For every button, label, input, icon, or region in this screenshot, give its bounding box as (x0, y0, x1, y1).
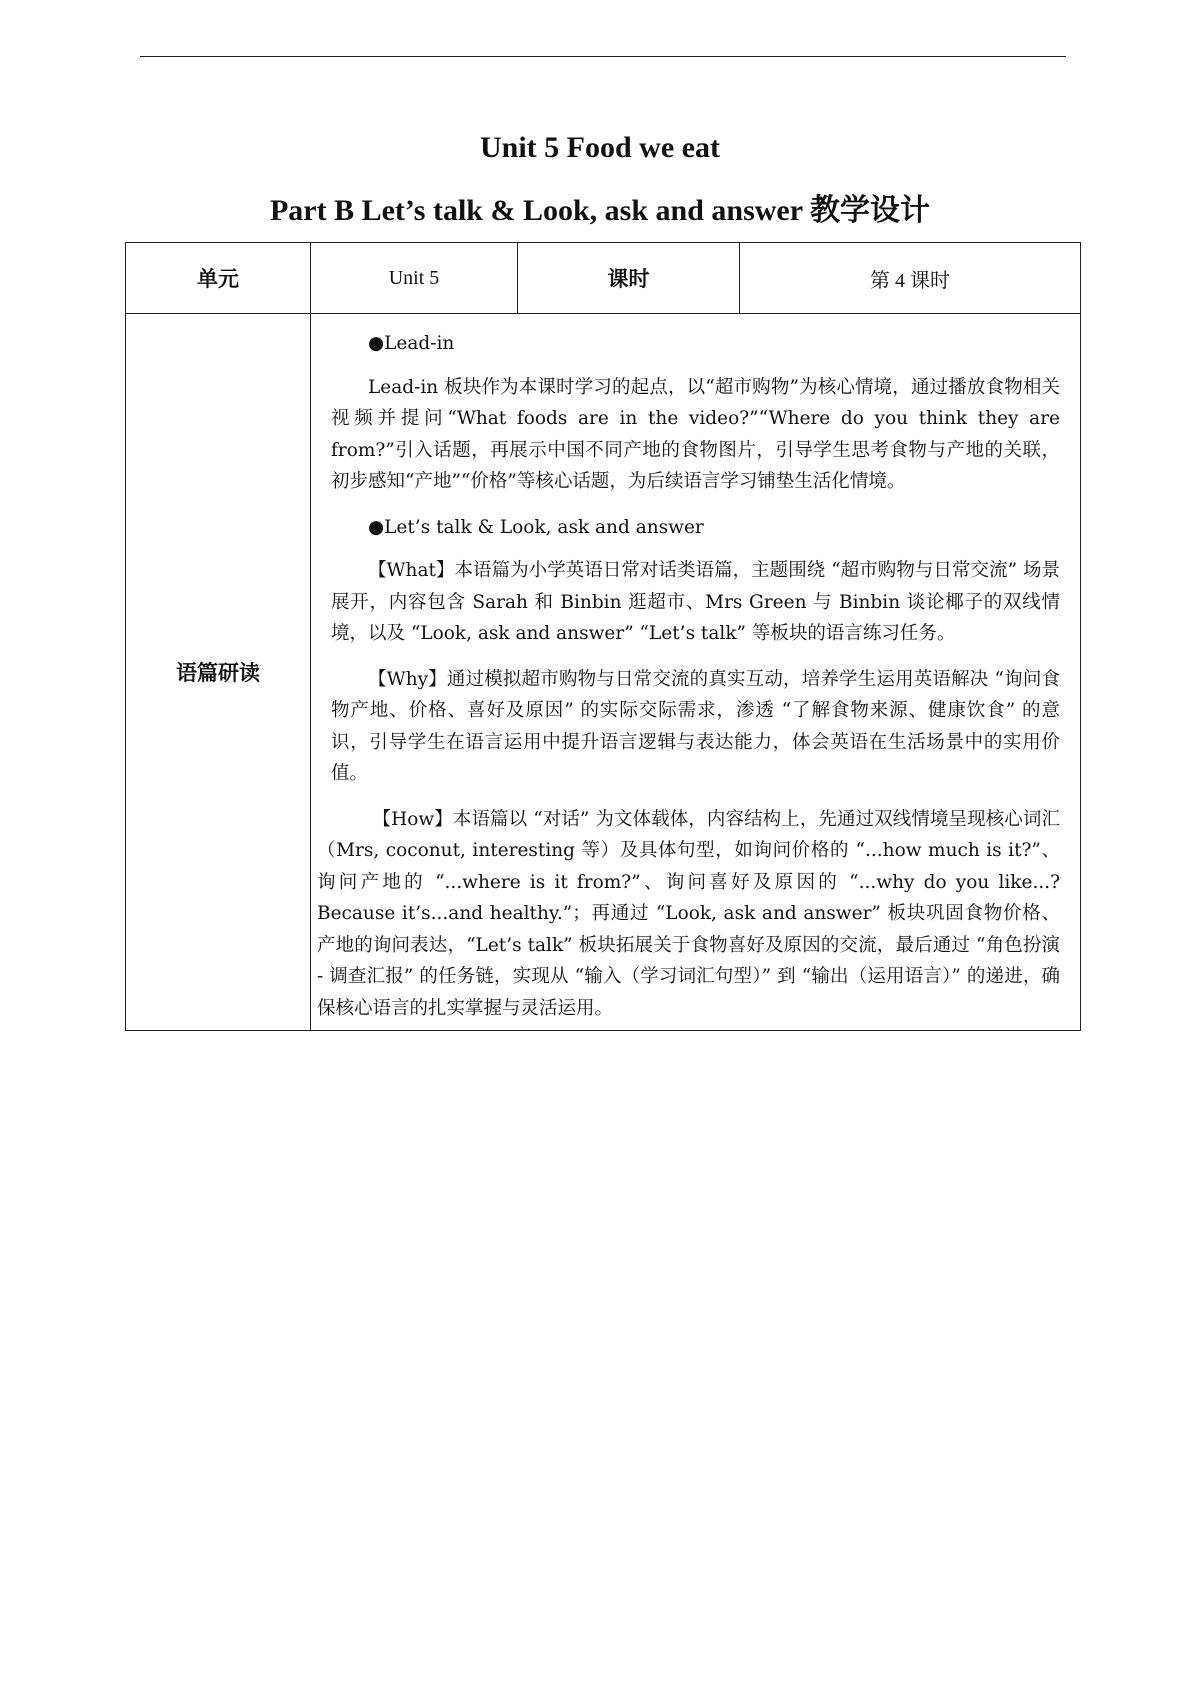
document-title: Unit 5 Food we eat (480, 131, 720, 164)
how-paragraph: 【How】本语篇以 “对话” 为文体载体，内容结构上，先通过双线情境呈现核心词汇（Mrs, coconut, interesting 等）及具体句型，如询问价格的 “...how much is it?”、询问产地的 “...where is it from?”、询问喜好及原因的 “...why do you like...? Because it’s...and healthy.”；再通过 “Look, ask and answer” 板块巩固食物价格、产地的询问表达，“Let’s talk” 板块拓展关于食物喜好及原因的交流，最后通过 “角色扮演 - 调查汇报” 的任务链，实现从 “输入（学习词汇句型）” 到 “输出（运用语言）” 的递进，确保核心语言的扎实掌握与灵活运用。 (317, 808, 1060, 1019)
unit-label-cell: 单元 (126, 243, 311, 314)
table-header-row (126, 243, 1081, 314)
why-paragraph: 【Why】通过模拟超市购物与日常交流的真实互动，培养学生运用英语解决 “询问食物产地、价格、喜好及原因” 的实际交际需求，渗透 “了解食物来源、健康饮食” 的意识，引导学生在语言运用中提升语言逻辑与表达能力，体会英语在生活场景中的实用价值。 (331, 668, 1060, 784)
unit-value-cell: Unit 5 (311, 243, 518, 314)
document-subtitle: Part B Let’s talk & Look, ask and answer 教学设计 (269, 194, 931, 227)
leadin-paragraph: Lead-in 板块作为本课时学习的起点，以“超市购物”为核心情境，通过播放食物相关视频并提问“What foods are in the video?”“Where do you think they are from?”引入话题，再展示中国不同产地的食物图片，引导学生思考食物与产地的关联，初步感知“产地”“价格”等核心话题，为后续语言学习铺垫生活化情境。 (331, 376, 1060, 492)
section-label-cell: 语篇研读 (126, 314, 311, 1031)
what-paragraph: 【What】本语篇为小学英语日常对话类语篇，主题围绕 “超市购物与日常交流” 场景展开，内容包含 Sarah 和 Binbin 逛超市、Mrs Green 与 Binbin 谈论椰子的双线情境，以及 “Look, ask and answer” “Let’s talk” 等板块的语言练习任务。 (331, 560, 1060, 644)
period-value-cell: 第 4 课时 (740, 243, 1081, 314)
lesson-design-table (125, 242, 1081, 1031)
header-rule (140, 56, 1066, 57)
leadin-heading: ●Lead-in (368, 333, 455, 354)
section-content-cell (311, 314, 1081, 1031)
talk-heading: ●Let’s talk & Look, ask and answer (368, 516, 704, 538)
period-label-cell: 课时 (518, 243, 740, 314)
table-content-row (126, 314, 1081, 1031)
